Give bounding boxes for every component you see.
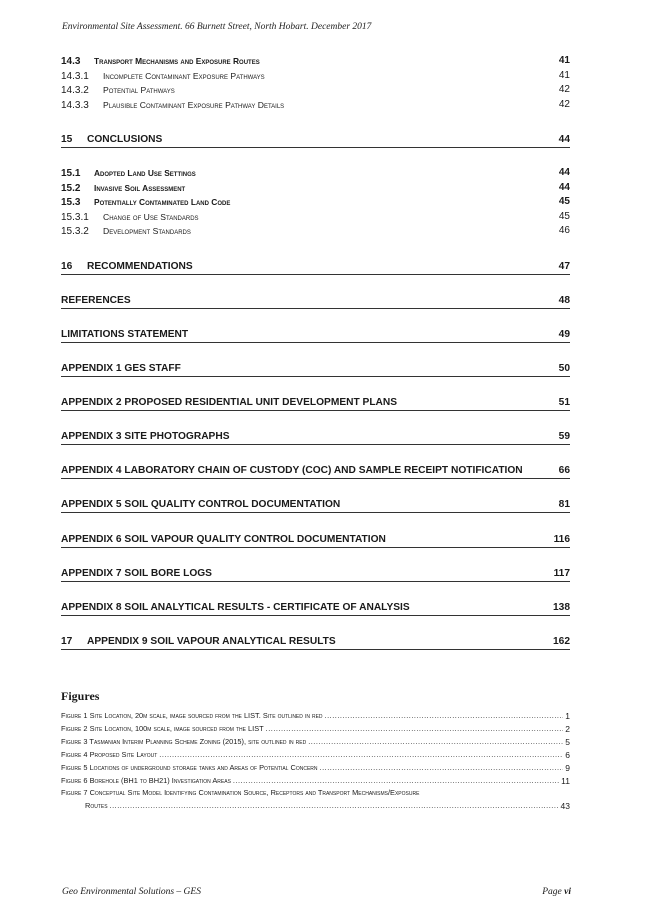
toc-section[interactable] (61, 600, 570, 616)
toc-title: APPENDIX 8 SOIL ANALYTICAL RESULTS - CERTIFICATE OF ANALYSIS (61, 602, 410, 613)
figure-page: 43 (560, 801, 570, 811)
toc-title: Potentially Contaminated Land Code (94, 197, 231, 207)
toc-page: 45 (558, 211, 570, 222)
figures-heading: Figures (61, 689, 100, 703)
toc-number: 15.3 (61, 197, 81, 208)
toc-title: APPENDIX 7 SOIL BORE LOGS (61, 568, 212, 579)
toc-page: 138 (553, 602, 570, 613)
page-num: vi (564, 887, 571, 897)
page-number (542, 887, 571, 897)
figure-entry-line2[interactable] (85, 800, 570, 812)
toc-title: APPENDIX 4 LABORATORY CHAIN OF CUSTODY (COC) AND SAMPLE RECEIPT NOTIFICATION (61, 465, 523, 476)
toc-entry[interactable] (61, 83, 570, 97)
toc-number: 15.1 (61, 168, 81, 179)
toc-section[interactable] (61, 634, 570, 650)
leader-dots (325, 710, 564, 722)
toc-page: 50 (558, 363, 570, 374)
toc-title: APPENDIX 2 PROPOSED RESIDENTIAL UNIT DEVELOPMENT PLANS (61, 397, 398, 408)
toc-number: 14.3.3 (61, 100, 89, 111)
toc-title: APPENDIX 5 SOIL QUALITY CONTROL DOCUMENTATION (61, 499, 341, 510)
toc-title: APPENDIX 9 SOIL VAPOUR ANALYTICAL RESULTS (87, 636, 336, 647)
figure-page: 11 (561, 776, 570, 786)
figure-title: Routes (85, 801, 108, 810)
figure-page: 9 (565, 763, 570, 773)
leader-dots (308, 736, 563, 748)
toc-title: CONCLUSIONS (87, 134, 163, 145)
toc-page: 45 (558, 196, 570, 207)
figure-entry[interactable] (61, 762, 570, 774)
toc-title: Incomplete Contaminant Exposure Pathways (103, 71, 265, 81)
toc-title: Transport Mechanisms and Exposure Routes (94, 56, 260, 66)
toc-title: Adopted Land Use Settings (94, 168, 196, 178)
toc-entry[interactable] (61, 210, 570, 224)
toc-section[interactable] (61, 463, 570, 479)
figure-title: Figure 4 Proposed Site Layout (61, 750, 158, 759)
toc-section[interactable] (61, 566, 570, 582)
toc-page: 44 (558, 182, 570, 193)
toc-entry[interactable] (61, 181, 570, 195)
toc-number: 17 (61, 636, 73, 647)
toc-number: 15.3.1 (61, 212, 89, 223)
figure-page: 6 (565, 750, 570, 760)
toc-page: 44 (558, 167, 570, 178)
toc-page: 41 (558, 70, 570, 81)
toc-section[interactable] (61, 395, 570, 411)
toc-page: 42 (558, 99, 570, 110)
toc-entry[interactable] (61, 224, 570, 238)
toc-number: 15.3.2 (61, 226, 89, 237)
toc-page: 66 (558, 465, 570, 476)
toc-section-conclusions[interactable] (61, 132, 570, 148)
toc-page: 41 (558, 55, 570, 66)
toc-page: 48 (558, 295, 570, 306)
figure-page: 5 (565, 737, 570, 747)
figure-title: Figure 3 Tasmanian Interim Planning Scheme Zoning (2015), site outlined in red (61, 737, 307, 746)
figure-entry-line1[interactable]: Figure 7 Conceptual Site Model Identifying Contamination Source, Receptors and Transport Mechanisms/Exposure (61, 788, 420, 797)
toc-number: 14.3 (61, 56, 81, 67)
toc-page: 162 (553, 636, 570, 647)
leader-dots (159, 749, 563, 761)
toc-page: 117 (553, 568, 570, 579)
toc-section[interactable] (61, 361, 570, 377)
leader-dots (320, 762, 564, 774)
leader-dots (266, 723, 564, 735)
figure-title: Figure 1 Site Location, 20m scale, image sourced from the LIST. Site outlined in red (61, 711, 323, 720)
figure-page: 1 (565, 711, 570, 721)
toc-page: 51 (558, 397, 570, 408)
toc-title: LIMITATIONS STATEMENT (61, 329, 189, 340)
toc-section[interactable] (61, 497, 570, 513)
toc-section[interactable] (61, 532, 570, 548)
figure-title: Figure 6 Borehole (BH1 to BH21) Investigation Areas (61, 776, 231, 785)
toc-page: 47 (558, 261, 570, 272)
figure-title: Figure 2 Site Location, 100m scale, image sourced from the LIST (61, 724, 264, 733)
toc-page: 116 (553, 534, 570, 545)
toc-page: 81 (558, 499, 570, 510)
figure-entry[interactable] (61, 775, 570, 787)
toc-title: APPENDIX 3 SITE PHOTOGRAPHS (61, 431, 230, 442)
toc-title: Invasive Soil Assessment (94, 183, 186, 193)
toc-number: 16 (61, 261, 73, 272)
toc-section[interactable] (61, 429, 570, 445)
toc-title: APPENDIX 6 SOIL VAPOUR QUALITY CONTROL DOCUMENTATION (61, 534, 386, 545)
toc-page: 44 (558, 134, 570, 145)
figure-page: 2 (565, 724, 570, 734)
figure-entry[interactable] (61, 749, 570, 761)
toc-title: APPENDIX 1 GES STAFF (61, 363, 181, 374)
toc-entry[interactable] (61, 195, 570, 209)
toc-section[interactable] (61, 293, 570, 309)
toc-entry[interactable] (61, 98, 570, 112)
toc-section[interactable] (61, 327, 570, 343)
toc-title: Development Standards (103, 226, 191, 236)
figure-entry[interactable] (61, 736, 570, 748)
page-label: Page (542, 887, 562, 897)
toc-number: 15 (61, 134, 73, 145)
toc-title: Potential Pathways (103, 85, 175, 95)
toc-section[interactable] (61, 259, 570, 275)
toc-title: REFERENCES (61, 295, 131, 306)
toc-page: 59 (558, 431, 570, 442)
toc-page: 49 (558, 329, 570, 340)
toc-title: Change of Use Standards (103, 212, 199, 222)
figure-entry[interactable] (61, 723, 570, 735)
page-footer: Geo Environmental Solutions – GES (62, 887, 201, 897)
toc-page: 46 (558, 225, 570, 236)
toc-title: RECOMMENDATIONS (87, 261, 193, 272)
toc-number: 14.3.2 (61, 85, 89, 96)
page-header: Environmental Site Assessment. 66 Burnett Street, North Hobart. December 2017 (62, 22, 372, 32)
toc-entry[interactable] (61, 166, 570, 180)
leader-dots (233, 775, 559, 787)
figure-title: Figure 5 Locations of underground storage tanks and Areas of Potential Concern (61, 763, 318, 772)
figure-entry[interactable] (61, 710, 570, 722)
toc-page: 42 (558, 84, 570, 95)
toc-title: Plausible Contaminant Exposure Pathway Details (103, 100, 285, 110)
toc-number: 14.3.1 (61, 71, 89, 82)
leader-dots (110, 800, 559, 812)
toc-number: 15.2 (61, 183, 81, 194)
toc-entry[interactable] (61, 69, 570, 83)
toc-entry[interactable] (61, 54, 570, 68)
